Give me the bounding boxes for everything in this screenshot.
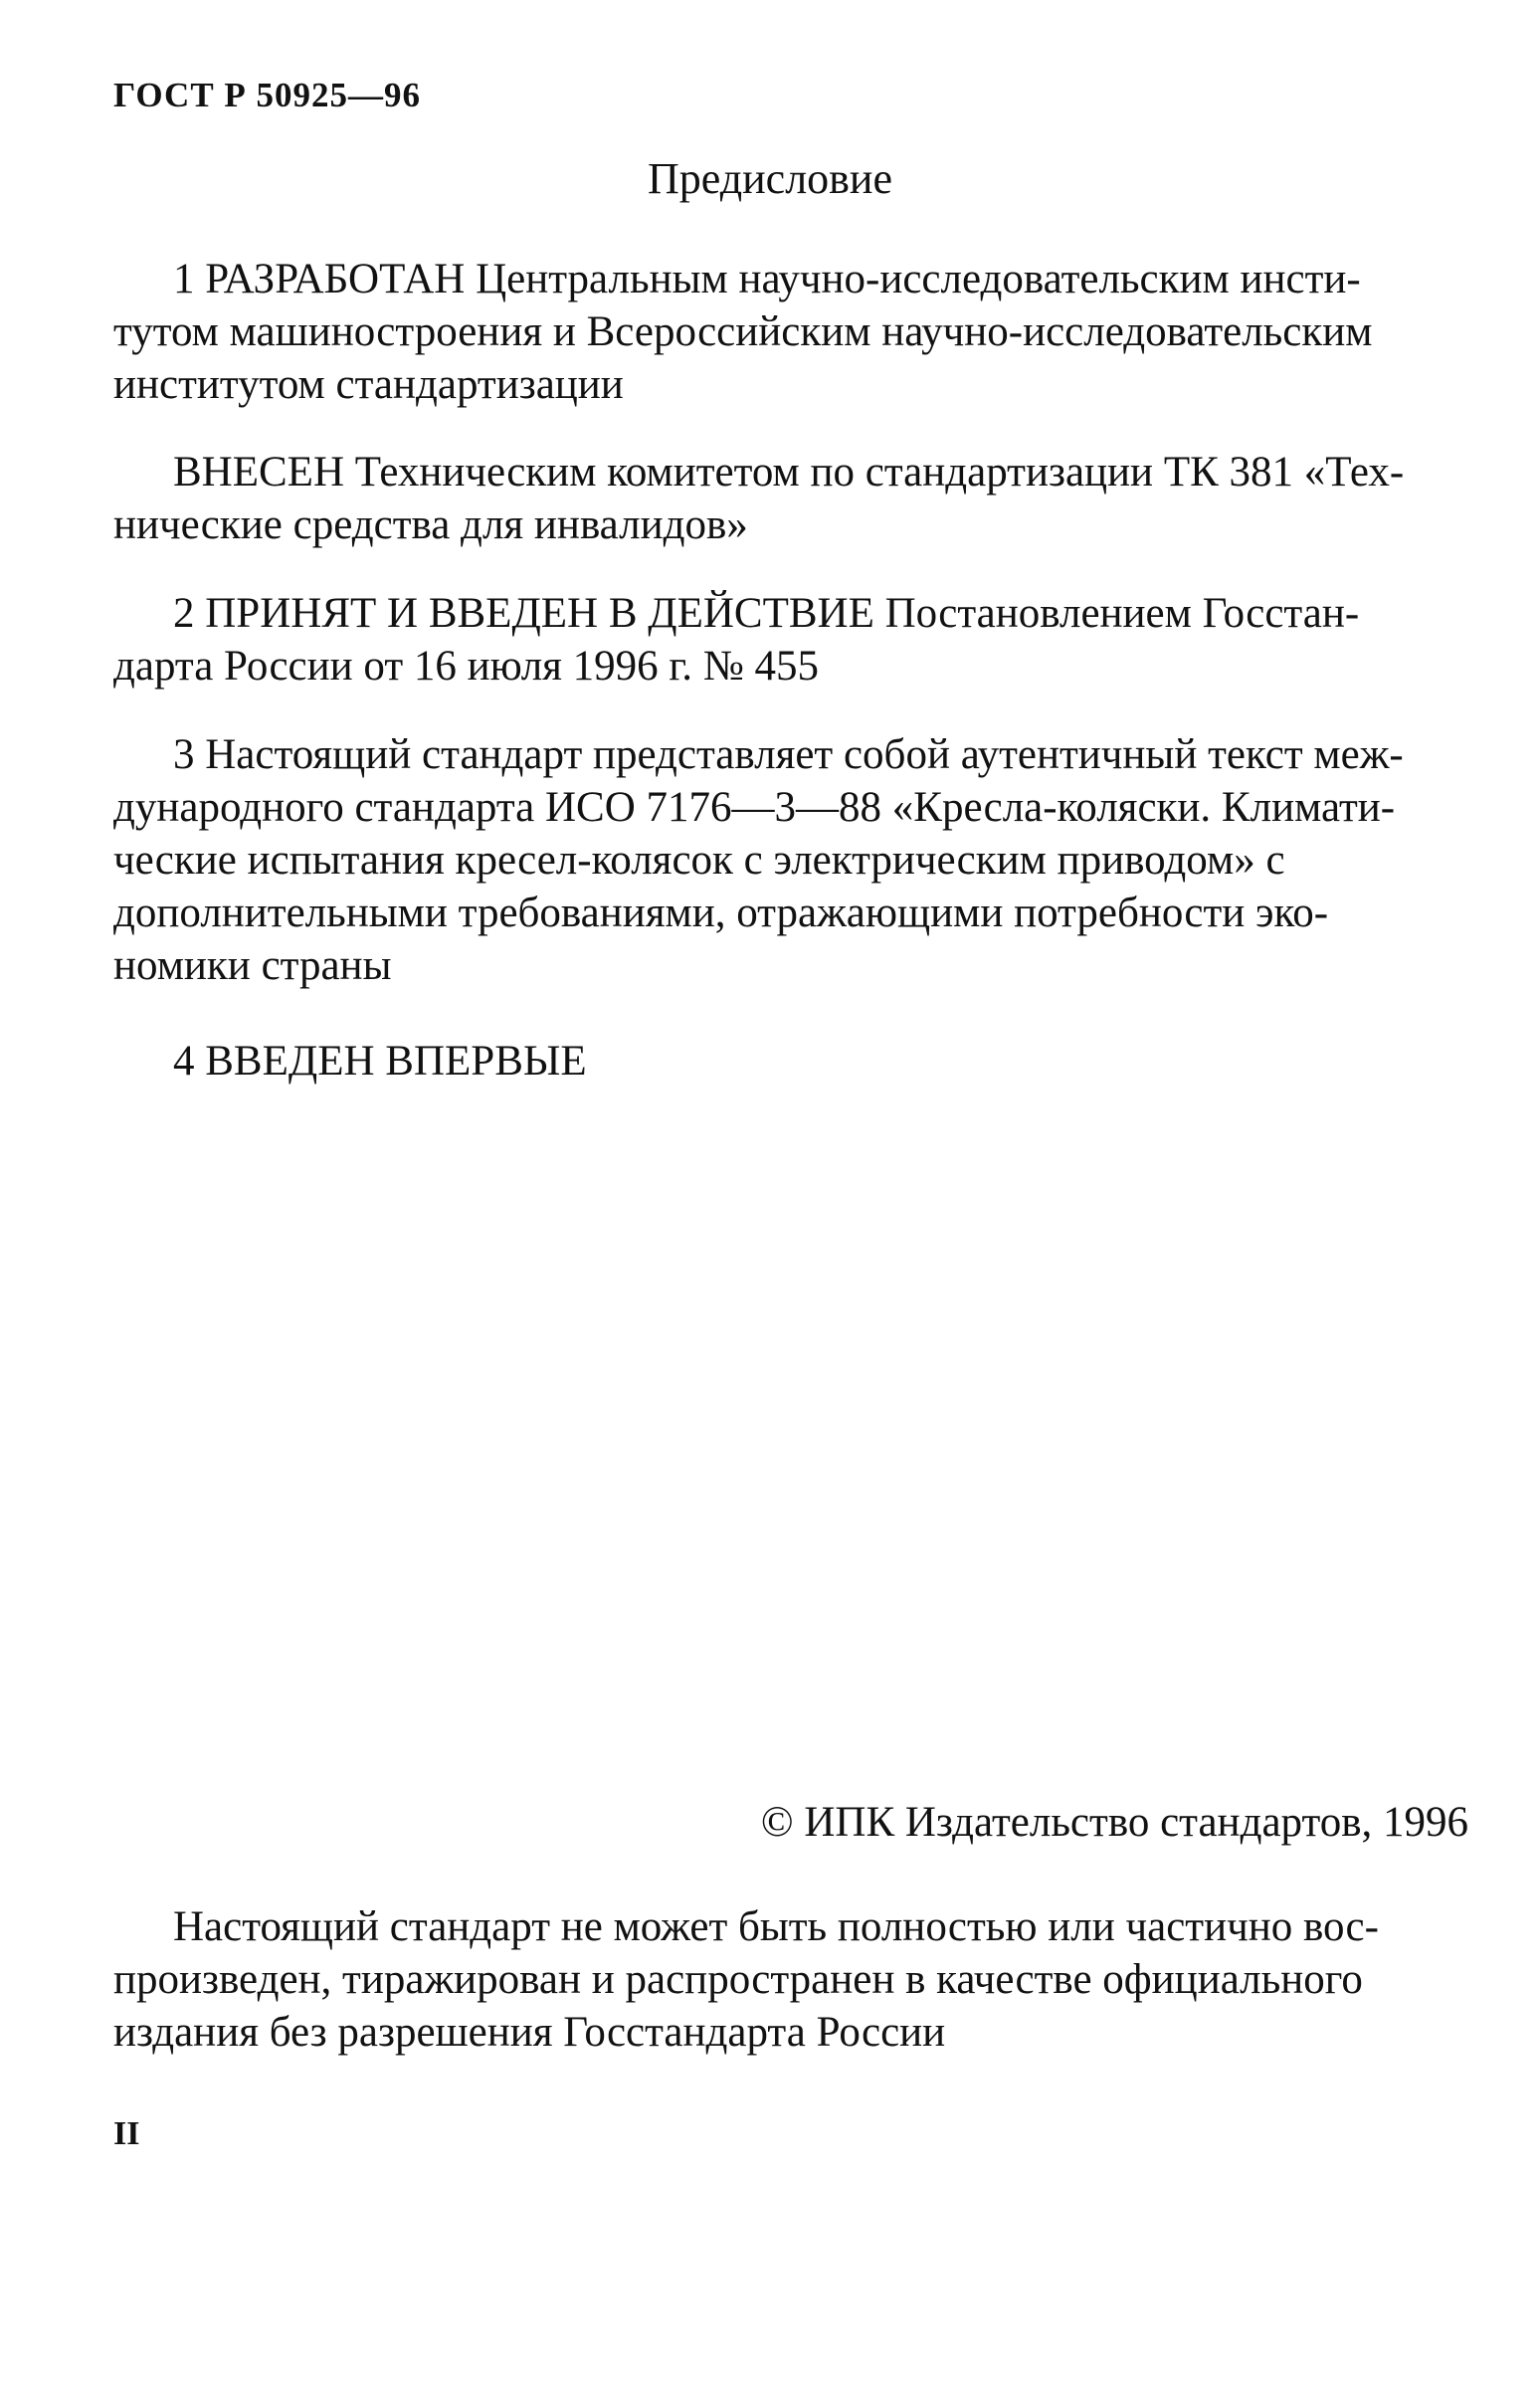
page-number: II — [113, 2115, 140, 2152]
paragraph-line: 3 Настоящий стандарт представляет собой аутентичный текст меж- — [173, 731, 1404, 778]
paragraph-line: номики страны — [113, 942, 392, 989]
paragraph-line: институтом стандартизации — [113, 361, 624, 408]
page-title: Предисловие — [648, 154, 892, 203]
paragraph-authentic-text — [113, 728, 1468, 992]
paragraph-line: ческие испытания кресел-колясок с электрическим приводом» с — [113, 837, 1285, 884]
document-header: ГОСТ Р 50925—96 — [113, 76, 422, 114]
paragraph-first-introduced — [113, 1035, 1468, 1088]
rights-notice — [113, 1900, 1468, 2059]
paragraph-introduced — [113, 446, 1468, 551]
rights-line: произведен, тиражирован и распространен в качестве официального — [113, 1956, 1363, 2003]
paragraph-line: дународного стандарта ИСО 7176—3—88 «Кресла-коляски. Климати- — [113, 784, 1396, 831]
paragraph-line: нические средства для инвалидов» — [113, 501, 748, 548]
paragraph-line: дополнительными требованиями, отражающими потребности эко- — [113, 890, 1329, 936]
paragraph-line: 4 ВВЕДЕН ВПЕРВЫЕ — [173, 1038, 587, 1085]
paragraph-line: ВНЕСЕН Техническим комитетом по стандартизации ТК 381 «Тех- — [173, 449, 1405, 496]
rights-line: издания без разрешения Госстандарта России — [113, 2009, 946, 2056]
paragraph-line: тутом машиностроения и Всероссийским научно-исследовательским — [113, 308, 1373, 355]
paragraph-line: 2 ПРИНЯТ И ВВЕДЕН В ДЕЙСТВИЕ Постановлением Госстан- — [173, 590, 1360, 637]
rights-line: Настоящий стандарт не может быть полностью или частично вос- — [173, 1903, 1379, 1950]
paragraph-line: дарта России от 16 июля 1996 г. № 455 — [113, 643, 819, 690]
paragraph-line: 1 РАЗРАБОТАН Центральным научно-исследовательским инсти- — [173, 256, 1361, 302]
copyright-notice: © ИПК Издательство стандартов, 1996 — [760, 1799, 1468, 1846]
paragraph-adopted — [113, 587, 1468, 693]
paragraph-developed — [113, 253, 1468, 411]
